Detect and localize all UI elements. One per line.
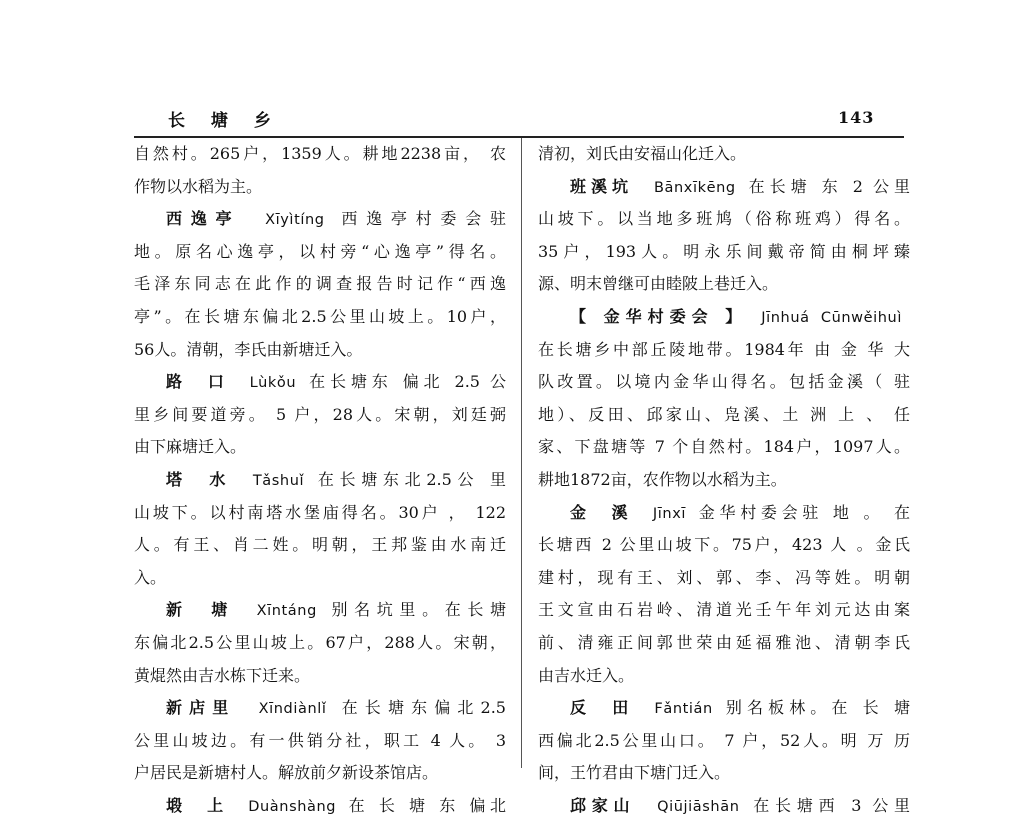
- text-line: [538, 399, 910, 432]
- entry-heading-line: [538, 301, 910, 334]
- entry-headword: 西逸亭: [166, 209, 241, 229]
- text-line: [538, 594, 910, 627]
- entry-pinyin: Tǎshuǐ: [252, 472, 305, 489]
- text-line: [134, 725, 506, 758]
- entry-text: 56人。清朝，李氏由新塘迁入。: [134, 339, 363, 359]
- entry-text: 由吉水迁入。: [538, 665, 635, 685]
- entry-text: 在长塘东偏北2.5: [334, 698, 506, 718]
- entry-text: 入。: [134, 567, 167, 587]
- text-line: [538, 627, 910, 660]
- entry-pinyin: Qiūjiāshān: [657, 798, 740, 815]
- text-line: [538, 562, 910, 595]
- entry-text: 金华村委会驻 地 。 在: [694, 502, 910, 522]
- text-line: [538, 660, 910, 693]
- entry-text: 在长塘东北2.5公 里: [312, 469, 506, 489]
- entry-heading-line: [538, 171, 910, 204]
- entry-text: 源、明末曾继可由睦陂上巷迁入。: [538, 274, 779, 294]
- text-line: [538, 464, 910, 497]
- entry-pinyin: Jīnxī: [652, 505, 687, 522]
- entry-text: 35户，193人。明永乐间戴帝简由桐坪臻: [538, 241, 910, 261]
- entry-text: 作物以水稻为主。: [134, 176, 263, 196]
- text-line: [134, 529, 506, 562]
- entry-headword: 新店里: [166, 698, 236, 718]
- text-line: [134, 138, 506, 171]
- entry-heading-line: [134, 366, 506, 399]
- entry-text: 别名坑里。在长塘: [324, 600, 506, 620]
- entry-text: 西逸亭村委会驻: [332, 209, 506, 229]
- entry-text: 亭”。在长塘东偏北2.5公里山坡上。10户，: [134, 306, 506, 326]
- entry-text: 建村，现有王、刘、郭、李、冯等姓。明朝: [538, 567, 910, 587]
- entry-headword: 塔 水: [166, 469, 232, 489]
- text-line: [538, 236, 910, 269]
- entry-text: 地）、反田、邱家山、凫溪、土 洲 上 、 任: [538, 404, 910, 424]
- entry-text: 王文宣由石岩岭、清道光壬午年刘元达由案: [538, 600, 910, 620]
- entry-text: 户居民是新塘村人。解放前夕新设茶馆店。: [134, 763, 439, 783]
- text-line: [538, 725, 910, 758]
- entry-pinyin: Lùkǒu: [249, 375, 297, 392]
- entry-text: 山坡下。以村南塔水堡庙得名。30户 ， 122: [134, 502, 506, 522]
- entry-text: 在长塘 东 2 公里: [743, 176, 910, 196]
- entry-headword: 班溪坑: [570, 176, 633, 196]
- entry-text: 长塘西 2 公里山坡下。75户，423 人 。金氏: [538, 535, 910, 555]
- text-line: [134, 171, 506, 204]
- entry-headword: 邱家山: [570, 795, 636, 815]
- text-line: [134, 268, 506, 301]
- entry-text: 别名板林。在 长 塘: [720, 698, 910, 718]
- entry-pinyin: Xīyìtíng: [265, 212, 325, 229]
- entry-text: 公里山坡边。有一供销分社，职工 4 人。 3: [134, 730, 506, 750]
- text-line: [538, 203, 910, 236]
- entry-text: 队改置。以境内金华山得名。包括金溪（ 驻: [538, 372, 910, 392]
- right-column: [538, 138, 910, 822]
- entry-text: 清初，刘氏由安福山化迁入。: [538, 144, 747, 163]
- text-line: [134, 660, 506, 693]
- text-line: [538, 529, 910, 562]
- text-line: [538, 138, 910, 171]
- entry-heading-line: [134, 203, 506, 236]
- entry-text: 间，王竹君由下塘门迁入。: [538, 763, 731, 783]
- page-number: 143: [838, 108, 875, 127]
- text-line: [538, 757, 910, 790]
- entry-text: 耕地1872亩，农作物以水稻为主。: [538, 469, 787, 489]
- entry-headword: 反 田: [570, 698, 634, 718]
- running-head: 长 塘 乡: [168, 111, 281, 131]
- entry-text: 地。原名心逸亭，以村旁“心逸亭”得名。: [134, 241, 506, 261]
- entry-heading-line: [538, 497, 910, 530]
- text-line: [134, 497, 506, 530]
- text-line: [134, 757, 506, 790]
- entry-heading-line: [134, 790, 506, 823]
- text-line: [134, 301, 506, 334]
- entry-text: 在长塘乡中部丘陵地带。1984年 由 金 华 大: [538, 339, 910, 359]
- text-line: [134, 334, 506, 367]
- entry-pinyin: Duànshàng: [248, 798, 337, 815]
- entry-text: 在 长 塘 东 偏北: [344, 795, 506, 815]
- entry-text: 黄焜然由吉水栋下迁来。: [134, 665, 311, 685]
- text-line: [134, 562, 506, 595]
- entry-text: 由下麻塘迁入。: [134, 437, 247, 457]
- text-line: [134, 431, 506, 464]
- entry-heading-line: [134, 594, 506, 627]
- entry-heading-line: [538, 790, 910, 823]
- text-line: [134, 627, 506, 660]
- entry-pinyin: Jīnhuá Cūnwěihuì: [761, 309, 902, 326]
- text-line: [538, 334, 910, 367]
- entry-heading-line: [538, 692, 910, 725]
- entry-text: 西偏北2.5公里山口。 7 户，52人。明 万 历: [538, 730, 910, 750]
- left-column: [134, 138, 506, 822]
- entry-text: 里乡间要道旁。 5 户，28人。宋朝，刘廷弼: [134, 404, 506, 424]
- entry-text: 人。有王、肖二姓。明朝，王邦鉴由水南迁: [134, 535, 506, 555]
- entry-headword: 【 金华村委会 】: [570, 306, 740, 326]
- entry-text: 毛泽东同志在此作的调查报告时记作“西逸: [134, 274, 506, 294]
- entry-text: 山坡下。以当地多班鸠（俗称班鸡）得名。: [538, 209, 910, 229]
- text-line: [538, 431, 910, 464]
- entry-text: 在长塘西 3 公里: [747, 795, 910, 815]
- text-line: [134, 399, 506, 432]
- entry-pinyin: Xīntáng: [256, 603, 317, 620]
- entry-text: 自然村。265户，1359人。耕地2238亩， 农: [134, 144, 506, 163]
- text-line: [134, 236, 506, 269]
- entry-pinyin: Fǎntián: [654, 701, 713, 718]
- entry-text: 前、清雍正间郭世荣由延福雅池、清朝李氏: [538, 632, 910, 652]
- entry-headword: 路 口: [166, 372, 229, 392]
- entry-heading-line: [134, 692, 506, 725]
- entry-text: 东偏北2.5公里山坡上。67户，288人。宋朝，: [134, 632, 506, 652]
- column-divider: [521, 138, 522, 768]
- entry-heading-line: [134, 464, 506, 497]
- entry-headword: 金 溪: [570, 502, 633, 522]
- entry-headword: 新 塘: [166, 600, 234, 620]
- entry-text: 家、下盘塘等 7 个自然村。184户，1097人。: [538, 437, 910, 457]
- text-line: [538, 366, 910, 399]
- entry-text: 在长塘东 偏北 2.5 公: [304, 372, 506, 392]
- text-line: [538, 268, 910, 301]
- entry-headword: 塅 上: [166, 795, 228, 815]
- entry-pinyin: Bānxīkēng: [653, 179, 736, 196]
- entry-pinyin: Xīndiànlǐ: [258, 701, 327, 718]
